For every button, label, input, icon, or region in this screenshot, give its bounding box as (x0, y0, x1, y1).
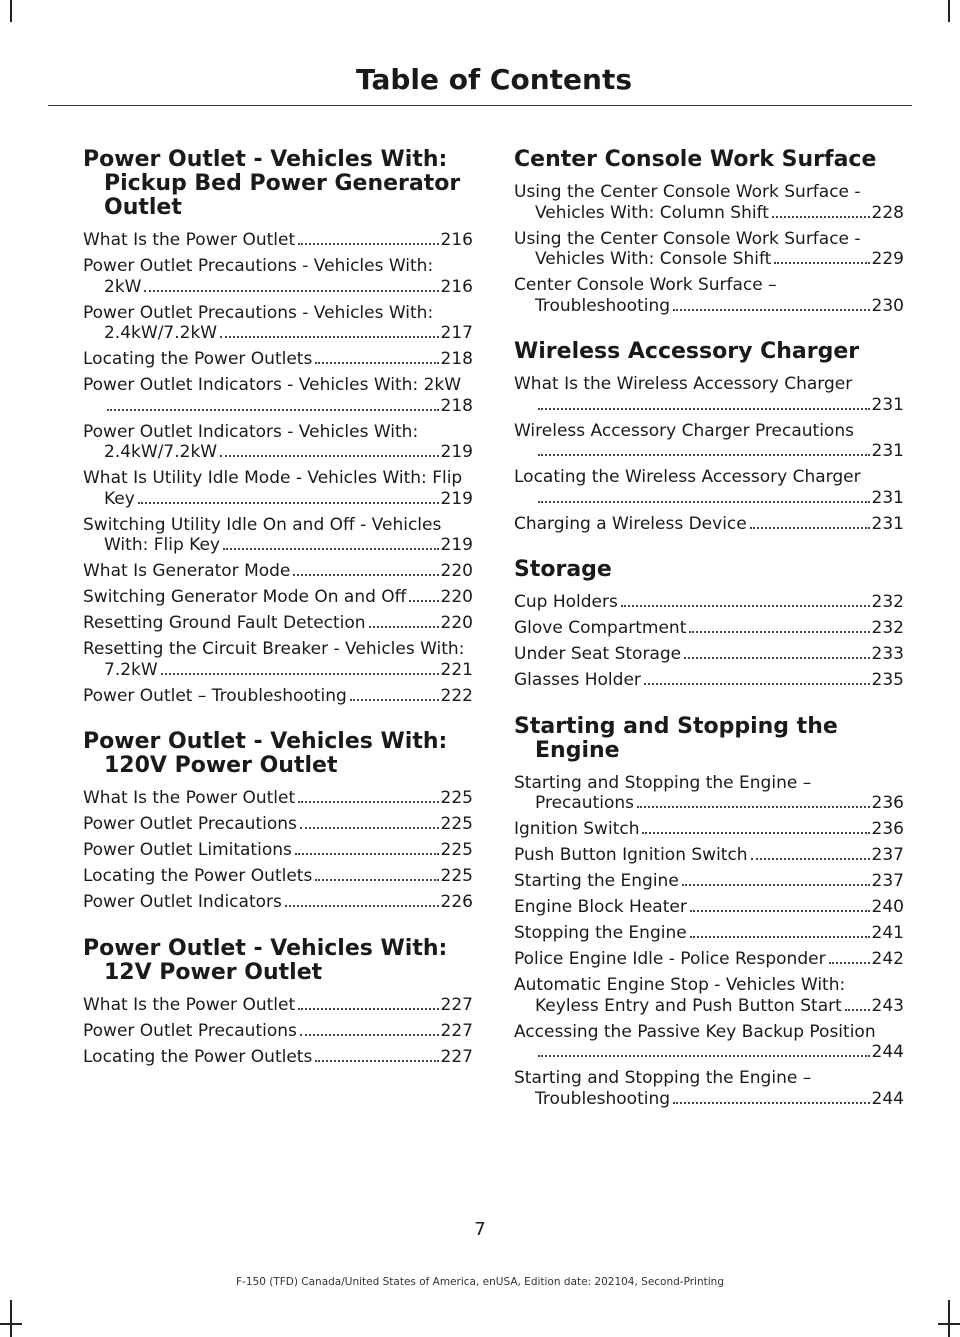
toc-entry[interactable] (83, 349, 473, 370)
dot-leader (298, 801, 438, 803)
toc-entry-leader-row (292, 840, 473, 861)
toc-entry[interactable] (83, 1047, 473, 1068)
dot-leader (223, 548, 439, 550)
toc-entry-text: What Is the Power Outlet (83, 788, 296, 808)
dot-leader (298, 1008, 438, 1010)
dot-leader (637, 806, 870, 808)
toc-entry[interactable] (83, 375, 473, 416)
toc-entry-page: 232 (871, 618, 904, 638)
toc-entry-page: 219 (440, 488, 473, 509)
toc-entry-text: Center Console Work Surface – Troubleshooting (514, 275, 777, 316)
dot-leader (689, 631, 869, 633)
toc-entry[interactable] (83, 613, 473, 634)
dot-leader (538, 408, 870, 410)
toc-entry-page: 237 (871, 845, 904, 865)
toc-entry-page: 237 (871, 871, 904, 891)
dot-leader (690, 936, 870, 938)
toc-entry-page: 231 (871, 513, 904, 534)
toc-entry-page: 229 (871, 249, 904, 269)
dot-leader (644, 683, 870, 685)
toc-entry-text: Wireless Accessory Charger Precautions (514, 420, 854, 441)
toc-entry-leader-row (282, 892, 473, 913)
page-title: Table of Contents (355, 63, 632, 96)
toc-entry-leader-row (686, 618, 904, 639)
toc-entry-text: Power Outlet Limitations (83, 840, 292, 860)
section-heading: Center Console Work Surface (514, 147, 877, 172)
toc-entry[interactable] (83, 256, 473, 297)
toc-entry[interactable] (514, 1022, 904, 1063)
toc-entry-text: What Is Generator Mode (83, 561, 291, 581)
toc-entry-leader-row (641, 670, 904, 691)
toc-entry[interactable] (83, 515, 473, 556)
toc-entry-page: 241 (871, 923, 904, 943)
dot-leader (538, 1055, 870, 1057)
dot-leader (642, 832, 869, 834)
dot-leader (295, 853, 439, 855)
toc-entry[interactable] (83, 230, 473, 251)
toc-entry-page: 227 (440, 1046, 473, 1067)
header-rule (48, 105, 912, 106)
dot-leader (298, 243, 438, 245)
toc-entry-leader-row (290, 561, 473, 582)
toc-entry-leader-row (217, 442, 473, 463)
section-heading: Power Outlet - Vehicles With: Pickup Bed Power Generator Outlet (83, 147, 461, 220)
toc-entry[interactable] (83, 422, 473, 463)
toc-entry-leader-row (135, 489, 473, 510)
dot-leader (315, 879, 438, 881)
toc-entry-page: 225 (440, 840, 473, 860)
toc-entry-page: 232 (871, 592, 904, 612)
toc-entry-leader-row (687, 897, 904, 918)
toc-entry-leader-row (406, 587, 473, 608)
toc-entry-text: Starting and Stopping the Engine – Troubleshooting (514, 1068, 812, 1109)
toc-entry-text: Locating the Power Outlets (83, 349, 313, 369)
toc-entry[interactable] (83, 303, 473, 344)
toc-entry-text: Power Outlet – Troubleshooting (83, 685, 347, 706)
toc-entry-leader-row (687, 923, 904, 944)
dot-leader (538, 501, 870, 503)
toc-entry-text: Ignition Switch (514, 819, 640, 839)
toc-entry-leader-row (312, 1047, 473, 1068)
toc-entry-leader-row (748, 845, 904, 866)
dot-leader (682, 884, 870, 886)
dot-leader (750, 527, 870, 529)
dot-leader (293, 574, 438, 576)
section-heading: Wireless Accessory Charger (514, 339, 860, 364)
toc-entry-leader-row (295, 788, 473, 809)
toc-entry[interactable] (83, 788, 473, 809)
toc-entry-leader-row (769, 203, 904, 224)
toc-entry-page: 233 (871, 644, 904, 664)
toc-entry-text: Power Outlet Precautions - Vehicles With: 2kW (83, 256, 434, 297)
toc-entry-text: Locating the Power Outlets (83, 866, 313, 886)
dot-leader (138, 502, 439, 504)
toc-entry[interactable] (514, 871, 904, 892)
toc-entry-text: Power Outlet Indicators - Vehicles With: 2.4kW/7.2kW (83, 421, 419, 462)
toc-entry-page: 228 (871, 202, 904, 223)
dot-leader (673, 309, 870, 311)
dot-leader (829, 962, 870, 964)
crop-mark-top-left (10, 0, 12, 22)
toc-entry-page: 244 (871, 1042, 904, 1062)
dot-leader (315, 1060, 438, 1062)
toc-entry-leader-row (104, 396, 473, 417)
toc-entry-page: 243 (871, 995, 904, 1016)
toc-entry-page: 220 (440, 587, 473, 607)
toc-entry[interactable] (514, 845, 904, 866)
toc-entry-leader-row (217, 323, 473, 344)
toc-entry[interactable] (514, 514, 904, 535)
toc-entry[interactable] (83, 995, 473, 1016)
section-heading: Power Outlet - Vehicles With: 120V Power Outlet (83, 729, 448, 778)
toc-entry-leader-row (347, 686, 473, 707)
toc-entry-leader-row (535, 395, 904, 416)
section-entries (514, 773, 904, 1110)
toc-entry-page: 216 (440, 276, 473, 297)
toc-entry-leader-row (771, 249, 904, 270)
toc-entry-text: Charging a Wireless Device (514, 513, 747, 534)
dot-leader (673, 1102, 870, 1104)
dot-leader (621, 605, 870, 607)
toc-entry[interactable] (514, 618, 904, 639)
toc-entry-leader-row (634, 793, 904, 814)
crop-mark-bottom-left-h (0, 1323, 22, 1325)
toc-entry-page: 219 (440, 442, 473, 462)
section-entries (83, 230, 473, 706)
toc-entry-text: Power Outlet Indicators (83, 892, 282, 912)
dot-leader (369, 626, 439, 628)
crop-mark-bottom-left (10, 1300, 12, 1337)
toc-entry-text: Police Engine Idle - Police Responder (514, 949, 826, 969)
toc-entry[interactable] (514, 1068, 904, 1109)
toc-entry-leader-row (158, 660, 473, 681)
toc-entry[interactable] (83, 561, 473, 582)
toc-entry-leader-row (366, 613, 473, 634)
toc-entry-page: 221 (440, 659, 473, 680)
toc-entry-leader-row (297, 1021, 473, 1042)
toc-entry-page: 231 (871, 441, 904, 461)
toc-entry-text: What Is the Power Outlet (83, 230, 296, 250)
toc-entry-text: Resetting Ground Fault Detection (83, 613, 366, 633)
toc-entry[interactable] (514, 949, 904, 970)
dot-leader (772, 216, 870, 218)
toc-entry-text: Push Button Ignition Switch (514, 845, 748, 865)
toc-entry-page: 225 (440, 814, 473, 834)
toc-entry-text: Switching Utility Idle On and Off - Vehicles With: Flip Key (83, 514, 442, 555)
toc-entry[interactable] (514, 670, 904, 691)
toc-entry[interactable] (83, 892, 473, 913)
toc-entry-text: What Is the Wireless Accessory Charger (514, 374, 853, 394)
toc-entry-text: Power Outlet Precautions (83, 814, 297, 834)
section-entries (83, 788, 473, 913)
section-entries (514, 374, 904, 534)
toc-entry-leader-row (670, 296, 904, 317)
toc-entry[interactable] (514, 975, 904, 1016)
dot-leader (315, 362, 438, 364)
toc-entry-leader-row (679, 871, 904, 892)
toc-entry-leader-row (670, 1089, 904, 1110)
toc-entry-text: Power Outlet Precautions (83, 1020, 297, 1041)
toc-entry-leader-row (535, 488, 904, 509)
page-number: 7 (474, 1219, 486, 1240)
toc-entry-page: 236 (871, 819, 904, 839)
toc-entry[interactable] (514, 182, 904, 223)
toc-entry[interactable] (514, 923, 904, 944)
toc-entry-leader-row (842, 996, 904, 1017)
toc-entry-text: Using the Center Console Work Surface - Vehicles With: Console Shift (514, 228, 861, 269)
dot-leader (220, 455, 438, 457)
toc-entry[interactable] (83, 840, 473, 861)
toc-entry-text: Starting and Stopping the Engine – Precautions (514, 772, 812, 813)
toc-entry[interactable] (514, 819, 904, 840)
toc-entry-page: 225 (440, 866, 473, 886)
toc-entry-text: Power Outlet Indicators - Vehicles With: 2kW (83, 375, 462, 395)
toc-entry-text: Switching Generator Mode On and Off (83, 587, 407, 607)
toc-entry-page: 227 (440, 1020, 473, 1041)
dot-leader (285, 905, 439, 907)
toc-entry[interactable] (83, 587, 473, 608)
toc-entry-text: Stopping the Engine (514, 923, 687, 943)
section-entries (514, 592, 904, 691)
toc-entry-page: 244 (871, 1088, 904, 1109)
toc-entry-page: 220 (440, 613, 473, 633)
toc-entry-leader-row (681, 644, 904, 665)
toc-entry[interactable] (83, 814, 473, 835)
toc-entry-text: Glasses Holder (514, 670, 641, 690)
toc-entry-leader-row (295, 230, 473, 251)
toc-entry-leader-row (297, 814, 473, 835)
toc-entry-page: 236 (871, 793, 904, 813)
toc-entry-text: Under Seat Storage (514, 644, 682, 664)
toc-entry-text: Starting the Engine (514, 871, 679, 891)
toc-entry-text: Accessing the Passive Key Backup Position (514, 1021, 876, 1042)
dot-leader (690, 910, 870, 912)
toc-entry[interactable] (514, 592, 904, 613)
crop-mark-bottom-right-h (938, 1323, 960, 1325)
toc-entry-page: 220 (440, 561, 473, 581)
toc-entry[interactable] (514, 421, 904, 462)
toc-entry-text: Glove Compartment (514, 618, 687, 638)
toc-entry-page: 217 (440, 323, 473, 343)
dot-leader (350, 699, 439, 701)
dot-leader (751, 858, 870, 860)
toc-entry-leader-row (535, 1042, 904, 1063)
toc-entry-page: 216 (440, 230, 473, 250)
toc-entry-text: Resetting the Circuit Breaker - Vehicles With: 7.2kW (83, 639, 465, 680)
toc-entry[interactable] (514, 374, 904, 415)
toc-entry-leader-row (312, 866, 473, 887)
toc-entry-leader-row (141, 277, 473, 298)
toc-entry[interactable] (83, 639, 473, 680)
toc-entry[interactable] (83, 468, 473, 509)
toc-entry[interactable] (83, 866, 473, 887)
toc-entry-leader-row (295, 995, 473, 1016)
section-heading: Power Outlet - Vehicles With: 12V Power Outlet (83, 935, 448, 985)
toc-entry-page: 230 (871, 295, 904, 316)
toc-entry-page: 235 (871, 670, 904, 690)
toc-entry-text: Power Outlet Precautions - Vehicles With: 2.4kW/7.2kW (83, 302, 434, 343)
toc-entry[interactable] (514, 229, 904, 270)
section-entries (83, 995, 473, 1068)
toc-entry-leader-row (312, 349, 473, 370)
toc-entry-page: 218 (440, 395, 473, 416)
toc-entry-page: 227 (440, 994, 473, 1015)
section-entries (514, 182, 904, 316)
toc-entry[interactable] (514, 275, 904, 316)
toc-entry-page: 219 (440, 535, 473, 555)
toc-entry-text: What Is the Power Outlet (83, 994, 296, 1015)
toc-entry[interactable] (514, 644, 904, 665)
toc-entry-leader-row (220, 535, 473, 556)
toc-right-column (514, 148, 904, 1115)
dot-leader (845, 1009, 870, 1011)
toc-entry-text: Automatic Engine Stop - Vehicles With: Keyless Entry and Push Button Start (514, 975, 846, 1016)
section-heading: Storage (514, 557, 612, 582)
dot-leader (300, 827, 439, 829)
toc-entry-text: Engine Block Heater (514, 897, 687, 917)
footer-edition-info: F-150 (TFD) Canada/United States of America, enUSA, Edition date: 202104, Second-Printing (236, 1276, 724, 1288)
dot-leader (161, 673, 439, 675)
toc-entry-leader-row (826, 949, 904, 970)
toc-entry-leader-row (618, 592, 904, 613)
toc-entry-page: 225 (440, 788, 473, 808)
toc-entry[interactable] (514, 897, 904, 918)
dot-leader (107, 409, 439, 411)
dot-leader (220, 336, 438, 338)
crop-mark-top-right (948, 0, 950, 22)
section-heading: Starting and Stopping the Engine (514, 713, 838, 763)
toc-entry-page: 231 (871, 487, 904, 508)
toc-entry-text: Using the Center Console Work Surface - Vehicles With: Column Shift (514, 182, 861, 223)
toc-entry-leader-row (535, 441, 904, 462)
toc-entry[interactable] (514, 467, 904, 508)
toc-entry-page: 222 (440, 685, 473, 706)
toc-entry-page: 242 (871, 949, 904, 969)
toc-entry[interactable] (514, 773, 904, 814)
toc-entry-leader-row (747, 514, 904, 535)
toc-entry-text: What Is Utility Idle Mode - Vehicles With: Flip Key (83, 468, 463, 509)
toc-entry-page: 240 (871, 897, 904, 917)
dot-leader (144, 290, 438, 292)
dot-leader (774, 262, 869, 264)
dot-leader (684, 657, 869, 659)
toc-entry-page: 226 (440, 892, 473, 912)
toc-entry-text: Locating the Power Outlets (83, 1046, 313, 1067)
toc-left-column (83, 148, 473, 1073)
crop-mark-bottom-right (948, 1300, 950, 1337)
toc-entry-page: 218 (440, 349, 473, 369)
dot-leader (300, 1034, 439, 1036)
toc-entry-page: 231 (871, 394, 904, 415)
dot-leader (538, 454, 870, 456)
dot-leader (409, 600, 438, 602)
toc-entry-text: Cup Holders (514, 592, 618, 612)
toc-entry[interactable] (83, 1021, 473, 1042)
toc-entry[interactable] (83, 686, 473, 707)
toc-entry-text: Locating the Wireless Accessory Charger (514, 467, 861, 487)
toc-entry-leader-row (639, 819, 904, 840)
